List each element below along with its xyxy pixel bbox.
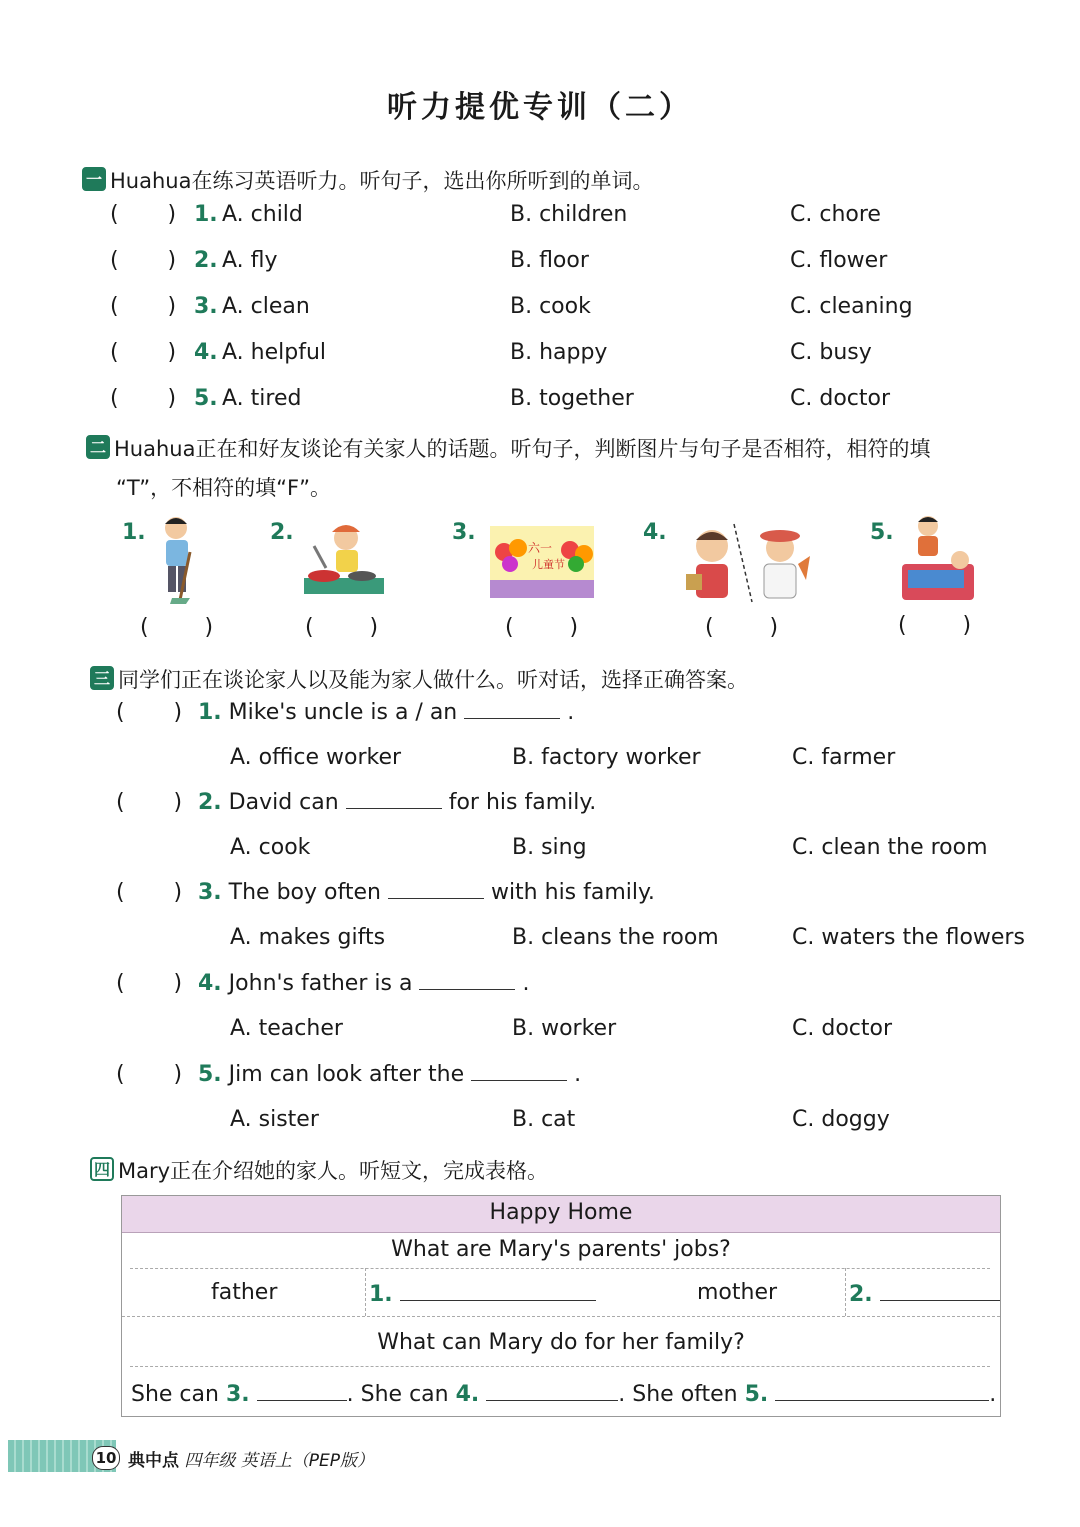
- section1-option-b: B. happy: [510, 340, 608, 365]
- section3-answer-paren[interactable]: ( ): [116, 790, 183, 815]
- svg-text:儿童节: 儿童节: [532, 558, 565, 571]
- section1-heading: [82, 165, 653, 195]
- children-day-balloons-icon: [482, 522, 602, 604]
- section3-option-a: A. office worker: [230, 745, 402, 770]
- section4-number-icon: 四: [90, 1157, 114, 1181]
- section1-option-c: C. busy: [790, 340, 872, 365]
- table-divider: [845, 1268, 846, 1316]
- question-blank[interactable]: [464, 700, 560, 719]
- section3-option-b: B. sing: [512, 835, 587, 860]
- section1-item-number: 5.: [194, 386, 218, 411]
- section3-question: [198, 790, 596, 815]
- section2-instruction-line2: “T”，不相符的填“F”。: [116, 476, 331, 500]
- question-text-end: .: [574, 1062, 582, 1087]
- section3-answer-paren[interactable]: ( ): [116, 971, 183, 996]
- blank3-line[interactable]: [257, 1380, 347, 1401]
- section1-answer-paren[interactable]: ( ): [110, 386, 177, 411]
- section3-number-icon: 三: [90, 666, 114, 690]
- section1-option-b: B. cook: [510, 294, 591, 319]
- question-text-end: .: [567, 700, 575, 725]
- section1-option-b: B. together: [510, 386, 634, 411]
- picture2-number: 2.: [270, 520, 294, 545]
- section3-question: [198, 700, 574, 725]
- boy-cooking-icon: [300, 516, 390, 600]
- question-text: David can: [228, 790, 339, 815]
- section3-item-number: 1.: [198, 700, 222, 725]
- boy-caring-sick-person-icon: [898, 514, 978, 608]
- blank5-number: 5.: [744, 1382, 769, 1407]
- section1-option-a: A. child: [222, 202, 303, 227]
- section1-option-c: C. cleaning: [790, 294, 913, 319]
- picture3-number: 3.: [452, 520, 476, 545]
- section3-item-number: 3.: [198, 880, 222, 905]
- father-job-blank[interactable]: 1.: [369, 1280, 596, 1307]
- brand-logo: 典中点: [128, 1451, 179, 1471]
- picture2-answer-paren[interactable]: ( ): [305, 615, 379, 640]
- blank3-number: 3.: [225, 1382, 250, 1407]
- farmer-and-doctor-icon: [682, 520, 816, 604]
- table-question1: What are Mary's parents' jobs?: [391, 1237, 731, 1262]
- picture3-answer-paren[interactable]: ( ): [505, 615, 579, 640]
- section1-option-a: A. helpful: [222, 340, 327, 365]
- section3-option-b: B. worker: [512, 1016, 617, 1041]
- section1-item-number: 1.: [194, 202, 218, 227]
- question-blank[interactable]: [346, 790, 442, 809]
- section2-heading: [86, 433, 930, 463]
- section1-item-number: 2.: [194, 248, 218, 273]
- section2-number-icon: 二: [86, 435, 110, 459]
- section3-answer-paren[interactable]: ( ): [116, 1062, 183, 1087]
- table-divider: [130, 1268, 990, 1269]
- question-blank[interactable]: [419, 971, 515, 990]
- picture5-number: 5.: [870, 520, 894, 545]
- boy-sweeping-icon: [150, 512, 210, 604]
- page-number: 10: [92, 1446, 120, 1470]
- section1-option-b: B. floor: [510, 248, 589, 273]
- mother-job-blank[interactable]: 2.: [849, 1280, 1000, 1307]
- section2-instruction-line1: Huahua正在和好友谈论有关家人的话题。听句子，判断图片与句子是否相符，相符的填: [114, 437, 931, 461]
- section3-option-b: B. factory worker: [512, 745, 701, 770]
- question-blank[interactable]: [388, 880, 484, 899]
- section4-heading: [90, 1155, 548, 1185]
- question-text: The boy often: [228, 880, 381, 905]
- question-text-end: for his family.: [448, 790, 597, 815]
- question-text: Jim can look after the: [228, 1062, 465, 1087]
- mother-label: mother: [697, 1280, 778, 1305]
- blank4-line[interactable]: [486, 1380, 618, 1401]
- section1-number-icon: 一: [82, 167, 106, 191]
- father-label: father: [211, 1280, 278, 1305]
- section1-answer-paren[interactable]: ( ): [110, 202, 177, 227]
- section1-answer-paren[interactable]: ( ): [110, 340, 177, 365]
- question-text: Mike's uncle is a / an: [228, 700, 458, 725]
- section1-item-number: 4.: [194, 340, 218, 365]
- section3-option-c: C. doctor: [792, 1016, 892, 1041]
- blank5-line[interactable]: [775, 1380, 989, 1401]
- picture1-number: 1.: [122, 520, 146, 545]
- section3-answer-paren[interactable]: ( ): [116, 700, 183, 725]
- section3-option-b: B. cleans the room: [512, 925, 719, 950]
- svg-text:六一: 六一: [528, 541, 553, 555]
- table-divider: [365, 1268, 366, 1316]
- picture4-answer-paren[interactable]: ( ): [705, 615, 779, 640]
- section3-option-c: C. farmer: [792, 745, 896, 770]
- section1-option-c: C. flower: [790, 248, 888, 273]
- table-divider: [130, 1366, 990, 1367]
- section1-instruction: Huahua在练习英语听力。听句子，选出你所听到的单词。: [110, 169, 654, 193]
- question-text: John's father is a: [228, 971, 413, 996]
- question-blank[interactable]: [471, 1062, 567, 1081]
- section1-option-c: C. doctor: [790, 386, 890, 411]
- question-text-end: with his family.: [490, 880, 655, 905]
- picture1-answer-paren[interactable]: ( ): [140, 615, 214, 640]
- blank4-number: 4.: [455, 1382, 480, 1407]
- table-heading: Happy Home: [489, 1200, 633, 1225]
- section1-answer-paren[interactable]: ( ): [110, 294, 177, 319]
- table-question2: What can Mary do for her family?: [377, 1330, 745, 1355]
- section3-option-a: A. teacher: [230, 1016, 343, 1041]
- section3-item-number: 2.: [198, 790, 222, 815]
- section1-option-a: A. clean: [222, 294, 310, 319]
- section3-option-a: A. sister: [230, 1107, 319, 1132]
- footer-book-info: 典中点 四年级 英语上（PEP版）: [128, 1451, 375, 1471]
- section3-instruction: 同学们正在谈论家人以及能为家人做什么。听对话，选择正确答案。: [118, 668, 748, 692]
- section3-option-c: C. waters the flowers: [792, 925, 1025, 950]
- table-divider: [122, 1316, 1000, 1317]
- section3-question: [198, 971, 529, 996]
- section1-answer-paren[interactable]: ( ): [110, 248, 177, 273]
- section3-item-number: 5.: [198, 1062, 222, 1087]
- section1-item-number: 3.: [194, 294, 218, 319]
- section3-option-c: C. doggy: [792, 1107, 890, 1132]
- section3-option-a: A. makes gifts: [230, 925, 386, 950]
- picture4-number: 4.: [643, 520, 667, 545]
- section3-question: [198, 880, 655, 905]
- section4-instruction: Mary正在介绍她的家人。听短文，完成表格。: [118, 1159, 549, 1183]
- section3-heading: [90, 664, 748, 694]
- page-title: 听力提优专训（二）: [387, 90, 693, 125]
- section1-option-a: A. fly: [222, 248, 278, 273]
- section3-option-a: A. cook: [230, 835, 311, 860]
- section1-option-a: A. tired: [222, 386, 302, 411]
- section3-option-c: C. clean the room: [792, 835, 988, 860]
- section3-option-b: B. cat: [512, 1107, 576, 1132]
- section1-option-b: B. children: [510, 202, 628, 227]
- picture5-answer-paren[interactable]: ( ): [898, 613, 972, 638]
- section1-option-c: C. chore: [790, 202, 881, 227]
- section3-item-number: 4.: [198, 971, 222, 996]
- section3-question: [198, 1062, 581, 1087]
- table-sentence-row: She can 3. . She can 4. . She often 5. .: [131, 1382, 997, 1407]
- question-text-end: .: [522, 971, 530, 996]
- section3-answer-paren[interactable]: ( ): [116, 880, 183, 905]
